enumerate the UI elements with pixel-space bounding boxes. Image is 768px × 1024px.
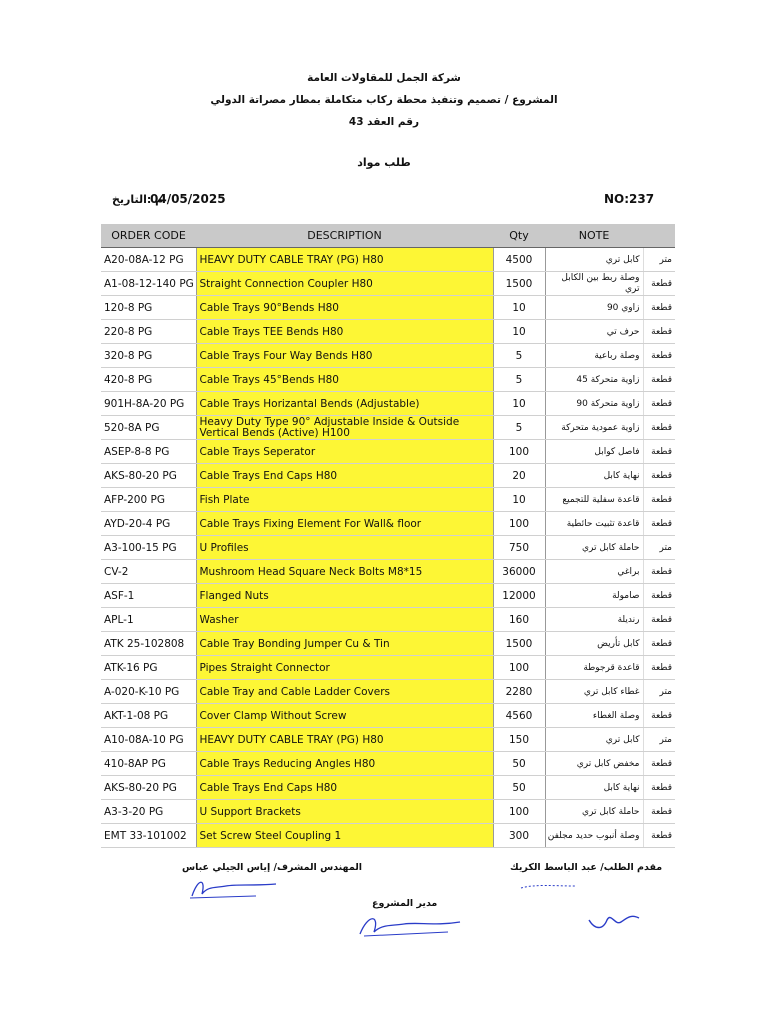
cell-note: حاملة كابل تري [545, 800, 643, 824]
cell-description: Flanged Nuts [196, 584, 493, 608]
cell-unit: قطعة [643, 656, 675, 680]
manager-signature [356, 908, 466, 942]
cell-description: Cable Tray and Cable Ladder Covers [196, 680, 493, 704]
requester-signature-label: مقدم الطلب/ عبد الباسط الكريك [510, 862, 663, 873]
cell-order-code: ATK 25-102808 [101, 632, 196, 656]
cell-qty: 5 [493, 416, 545, 440]
cell-order-code: ASF-1 [101, 584, 196, 608]
table-row [101, 320, 675, 344]
cell-description: Straight Connection Coupler H80 [196, 272, 493, 296]
project-title: المشروع / تصميم وتنفيذ محطة ركاب متكاملة بمطار مصراتة الدولي [210, 94, 558, 106]
cell-unit: قطعة [643, 560, 675, 584]
table-row [101, 440, 675, 464]
cell-note: وصلة أنبوب حديد مجلفن [545, 824, 643, 848]
header-unit [643, 224, 675, 248]
table-row [101, 776, 675, 800]
table-row [101, 728, 675, 752]
cell-unit: قطعة [643, 344, 675, 368]
cell-unit: قطعة [643, 824, 675, 848]
table-row [101, 296, 675, 320]
table-row [101, 680, 675, 704]
cell-note: حاملة كابل تري [545, 536, 643, 560]
cell-description: Mushroom Head Square Neck Bolts M8*15 [196, 560, 493, 584]
cell-order-code: 120-8 PG [101, 296, 196, 320]
cell-note: كابل تري [545, 728, 643, 752]
cell-description: Cable Tray Bonding Jumper Cu & Tin [196, 632, 493, 656]
cell-note: وصلة رباعية [545, 344, 643, 368]
header-order-code: ORDER CODE [101, 224, 196, 248]
cell-note: صامولة [545, 584, 643, 608]
cell-qty: 750 [493, 536, 545, 560]
cell-description: HEAVY DUTY CABLE TRAY (PG) H80 [196, 248, 493, 272]
cell-order-code: ATK-16 PG [101, 656, 196, 680]
cell-note: كابل تأريض [545, 632, 643, 656]
cell-note: وصلة الغطاء [545, 704, 643, 728]
company-name: شركة الجمل للمقاولات العامة [307, 72, 461, 84]
cell-note: زاوية متحركة 90 [545, 392, 643, 416]
cell-description: Cable Trays TEE Bends H80 [196, 320, 493, 344]
cell-unit: قطعة [643, 416, 675, 440]
table-row [101, 800, 675, 824]
cell-order-code: A-020-K-10 PG [101, 680, 196, 704]
document-title: طلب مواد [357, 156, 411, 169]
cell-unit: قطعة [643, 296, 675, 320]
table-row [101, 512, 675, 536]
cell-description: Cable Trays Four Way Bends H80 [196, 344, 493, 368]
cell-note: حرف تي [545, 320, 643, 344]
cell-unit: قطعة [643, 512, 675, 536]
cell-order-code: A3-100-15 PG [101, 536, 196, 560]
cell-description: Cable Trays 45°Bends H80 [196, 368, 493, 392]
cell-description: U Profiles [196, 536, 493, 560]
requester-second-signature [585, 900, 645, 934]
cell-qty: 4560 [493, 704, 545, 728]
cell-unit: قطعة [643, 752, 675, 776]
cell-note: قاعدة قرجوطة [545, 656, 643, 680]
table-row [101, 632, 675, 656]
cell-unit: قطعة [643, 488, 675, 512]
cell-note: قاعدة تثبيت حائطية [545, 512, 643, 536]
contract-number: رقم العقد 43 [348, 116, 420, 128]
header-note: NOTE [545, 224, 643, 248]
cell-qty: 5 [493, 368, 545, 392]
cell-description: HEAVY DUTY CABLE TRAY (PG) H80 [196, 728, 493, 752]
table-row [101, 560, 675, 584]
cell-description: Cable Trays Horizantal Bends (Adjustable) [196, 392, 493, 416]
cell-note: زاوي 90 [545, 296, 643, 320]
cell-qty: 12000 [493, 584, 545, 608]
cell-order-code: 410-8AP PG [101, 752, 196, 776]
cell-qty: 100 [493, 800, 545, 824]
cell-order-code: AFP-200 PG [101, 488, 196, 512]
table-row [101, 656, 675, 680]
cell-note: نهاية كابل [545, 464, 643, 488]
cell-unit: قطعة [643, 272, 675, 296]
cell-description: Cover Clamp Without Screw [196, 704, 493, 728]
cell-unit: قطعة [643, 776, 675, 800]
cell-description: Cable Trays Seperator [196, 440, 493, 464]
cell-description: Set Screw Steel Coupling 1 [196, 824, 493, 848]
cell-qty: 36000 [493, 560, 545, 584]
cell-qty: 100 [493, 656, 545, 680]
date-label: م :التاريخ [112, 193, 164, 206]
cell-qty: 50 [493, 776, 545, 800]
supervisor-signature-label: المهندس المشرف/ إياس الجيلي عباس [182, 862, 363, 873]
cell-order-code: CV-2 [101, 560, 196, 584]
cell-unit: متر [643, 536, 675, 560]
table-row [101, 248, 675, 272]
manager-signature-label: مدير المشروع [372, 898, 438, 909]
header-description: DESCRIPTION [196, 224, 493, 248]
cell-order-code: A3-3-20 PG [101, 800, 196, 824]
cell-order-code: A20-08A-12 PG [101, 248, 196, 272]
cell-unit: متر [643, 680, 675, 704]
supervisor-signature [186, 874, 286, 902]
cell-note: مخفض كابل تري [545, 752, 643, 776]
cell-qty: 100 [493, 440, 545, 464]
cell-unit: قطعة [643, 440, 675, 464]
cell-note: براغي [545, 560, 643, 584]
table-row [101, 704, 675, 728]
cell-unit: قطعة [643, 320, 675, 344]
cell-description: Pipes Straight Connector [196, 656, 493, 680]
cell-note: زاوية متحركة 45 [545, 368, 643, 392]
cell-note: وصلة ربط بين الكابل تري [545, 272, 643, 296]
cell-description: Washer [196, 608, 493, 632]
cell-unit: قطعة [643, 584, 675, 608]
date-value: 04/05/2025 [150, 192, 226, 206]
cell-qty: 10 [493, 488, 545, 512]
table-row [101, 368, 675, 392]
cell-qty: 150 [493, 728, 545, 752]
cell-description: Heavy Duty Type 90° Adjustable Inside & Outside Vertical Bends (Active) H100 [196, 416, 493, 440]
table-row [101, 392, 675, 416]
cell-description: Cable Trays End Caps H80 [196, 464, 493, 488]
cell-qty: 160 [493, 608, 545, 632]
table-row [101, 464, 675, 488]
cell-qty: 1500 [493, 632, 545, 656]
request-number: NO:237 [604, 192, 655, 206]
table-row [101, 536, 675, 560]
cell-order-code: 420-8 PG [101, 368, 196, 392]
cell-order-code: AKS-80-20 PG [101, 776, 196, 800]
cell-qty: 10 [493, 392, 545, 416]
cell-order-code: 520-8A PG [101, 416, 196, 440]
cell-unit: قطعة [643, 800, 675, 824]
table-header-row [101, 224, 675, 248]
cell-unit: قطعة [643, 368, 675, 392]
cell-order-code: A1-08-12-140 PG [101, 272, 196, 296]
cell-order-code: EMT 33-101002 [101, 824, 196, 848]
materials-table [101, 224, 675, 848]
table-body [101, 248, 675, 848]
cell-order-code: APL-1 [101, 608, 196, 632]
cell-unit: قطعة [643, 608, 675, 632]
cell-note: غطاء كابل تري [545, 680, 643, 704]
cell-description: U Support Brackets [196, 800, 493, 824]
cell-order-code: ASEP-8-8 PG [101, 440, 196, 464]
cell-qty: 5 [493, 344, 545, 368]
cell-unit: قطعة [643, 704, 675, 728]
cell-note: قاعدة سفلية للتجميع [545, 488, 643, 512]
cell-qty: 100 [493, 512, 545, 536]
cell-note: رنديلة [545, 608, 643, 632]
table-row [101, 344, 675, 368]
cell-unit: متر [643, 728, 675, 752]
header-qty: Qty [493, 224, 545, 248]
cell-qty: 10 [493, 296, 545, 320]
cell-order-code: AYD-20-4 PG [101, 512, 196, 536]
cell-description: Cable Trays Reducing Angles H80 [196, 752, 493, 776]
cell-note: كابل تري [545, 248, 643, 272]
table-row [101, 272, 675, 296]
table-row [101, 824, 675, 848]
cell-description: Cable Trays End Caps H80 [196, 776, 493, 800]
cell-order-code: AKT-1-08 PG [101, 704, 196, 728]
cell-note: نهاية كابل [545, 776, 643, 800]
cell-order-code: 220-8 PG [101, 320, 196, 344]
table-row [101, 416, 675, 440]
cell-description: Fish Plate [196, 488, 493, 512]
cell-order-code: A10-08A-10 PG [101, 728, 196, 752]
table-row [101, 584, 675, 608]
cell-qty: 2280 [493, 680, 545, 704]
cell-qty: 300 [493, 824, 545, 848]
cell-unit: قطعة [643, 632, 675, 656]
cell-description: Cable Trays 90°Bends H80 [196, 296, 493, 320]
cell-qty: 10 [493, 320, 545, 344]
requester-signature [515, 874, 595, 894]
cell-unit: قطعة [643, 392, 675, 416]
cell-order-code: AKS-80-20 PG [101, 464, 196, 488]
cell-order-code: 320-8 PG [101, 344, 196, 368]
cell-note: فاصل كوابل [545, 440, 643, 464]
cell-description: Cable Trays Fixing Element For Wall& floor [196, 512, 493, 536]
cell-qty: 1500 [493, 272, 545, 296]
cell-unit: قطعة [643, 464, 675, 488]
cell-qty: 4500 [493, 248, 545, 272]
cell-order-code: 901H-8A-20 PG [101, 392, 196, 416]
cell-note: زاوية عمودية متحركة [545, 416, 643, 440]
cell-unit: متر [643, 248, 675, 272]
cell-qty: 20 [493, 464, 545, 488]
table-row [101, 608, 675, 632]
cell-qty: 50 [493, 752, 545, 776]
table-row [101, 488, 675, 512]
table-row [101, 752, 675, 776]
